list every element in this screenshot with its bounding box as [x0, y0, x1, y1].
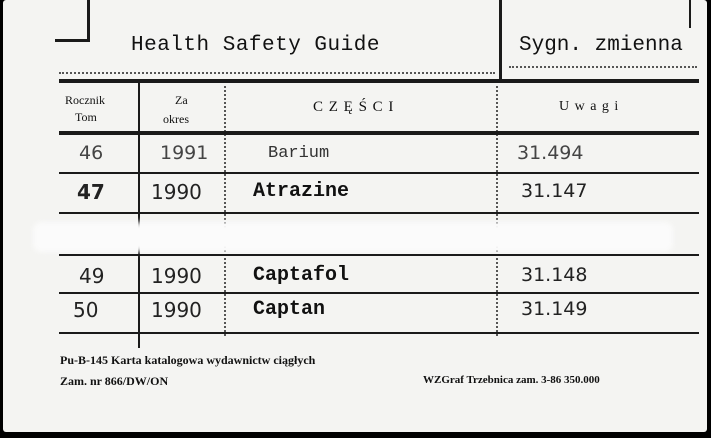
- header-volume-line2: Tom: [75, 110, 97, 124]
- row-1-rule: [59, 172, 699, 174]
- header-bottom-rule: [59, 131, 699, 135]
- row-4-note: 31.149: [521, 298, 588, 320]
- top-left-corner-horizontal: [55, 39, 90, 42]
- row-1-volume: 46: [79, 142, 104, 164]
- row-3-volume: 49: [79, 264, 105, 288]
- row-1-year: 1991: [160, 142, 209, 164]
- header-parts: C Z Ę Ś C I: [313, 99, 395, 115]
- row-4-rule: [59, 332, 699, 334]
- top-left-corner-vertical: [87, 0, 90, 42]
- row-2-year: 1990: [151, 180, 202, 204]
- header-top-rule: [59, 79, 699, 83]
- row-3-year: 1990: [151, 264, 202, 288]
- row-2-volume: 47: [77, 180, 105, 204]
- erased-entry: [33, 222, 673, 252]
- row-4-volume: 50: [73, 298, 99, 322]
- row-4-year: 1990: [151, 298, 202, 322]
- row-3-note: 31.148: [521, 264, 588, 286]
- header-period-line1: Za: [175, 93, 188, 107]
- column-separator-3: [496, 86, 498, 336]
- footer-order-line: Zam. nr 866/DW/ON: [60, 374, 169, 388]
- footer-form-line: Pu-B-145 Karta katalogowa wydawnictw ciągłych: [60, 353, 316, 367]
- row-3-rule: [59, 292, 699, 294]
- column-separator-1: [138, 83, 140, 348]
- row-3-part: Captafol: [253, 264, 350, 287]
- top-right-edge: [689, 0, 691, 28]
- card-title: Health Safety Guide: [131, 34, 380, 57]
- row-2-rule: [59, 212, 699, 214]
- erased-row-rule: [59, 254, 699, 256]
- signature-label: Sygn. zmienna: [519, 34, 683, 57]
- row-1-note: 31.494: [517, 142, 584, 164]
- row-1-part: Barium: [268, 144, 330, 163]
- header-notes: U w a g i: [559, 99, 620, 114]
- title-dotted-rule-left: [59, 72, 495, 74]
- title-divider: [499, 0, 502, 80]
- header-volume-line1: Rocznik: [65, 93, 105, 107]
- row-2-note: 31.147: [521, 180, 588, 202]
- footer-printer-line: WZGraf Trzebnica zam. 3-86 350.000: [423, 374, 600, 386]
- column-separator-2: [224, 86, 226, 336]
- row-2-part: Atrazine: [253, 180, 350, 203]
- row-4-part: Captan: [253, 298, 326, 321]
- catalog-card: [3, 0, 707, 432]
- title-dotted-rule-right: [509, 66, 697, 68]
- header-period-line2: okres: [163, 112, 189, 126]
